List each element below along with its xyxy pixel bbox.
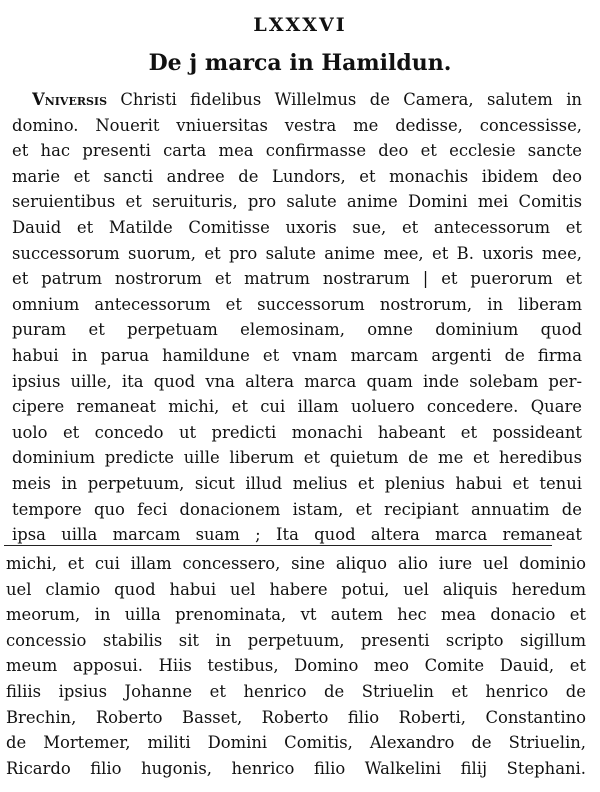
- charter-number: LXXXVI: [253, 14, 347, 36]
- text-line: ipsius uille, ita quod vna altera marca quam inde solebam per-: [12, 371, 582, 391]
- text-line: Dauid et Matilde Comitisse uxoris sue, et antecessorum et: [12, 218, 582, 237]
- text-line: [32, 90, 582, 110]
- page-divider-rule: [4, 545, 552, 546]
- text-line: marie et sancti andree de Lundors, et monachis ibidem deo: [12, 166, 582, 186]
- text-line: ipsa uilla marcam suam ; Ita quod altera marca remaneat: [12, 525, 582, 545]
- text-line: meorum, in uilla prenominata, vt autem hec mea donacio et: [6, 605, 586, 625]
- text-line: seruientibus et seruituris, pro salute anime Domini mei Comitis: [12, 192, 582, 212]
- text-line: tempore quo feci donacionem istam, et recipiant annuatim de: [12, 499, 582, 519]
- text-line: successorum suorum, et pro salute anime mee, et B. uxoris mee,: [12, 243, 582, 263]
- initial-word: Vniversis: [32, 90, 108, 109]
- text-line: meum apposui. Hiis testibus, Domino meo Comite Dauid, et: [6, 656, 586, 676]
- text-line: Ricardo filio hugonis, henrico filio Walkelini filij Stephani.: [6, 758, 586, 778]
- text-line-rest: Christi fidelibus Willelmus de Camera, salutem in: [107, 90, 582, 109]
- text-line: de Mortemer, militi Domini Comitis, Alexandro de Striuelin,: [6, 733, 586, 753]
- charter-title: De j marca in Hamildun.: [148, 50, 452, 76]
- text-line: concessio stabilis sit in perpetuum, presenti scripto sigillum: [6, 630, 586, 650]
- text-line: domino. Nouerit vniuersitas vestra me dedisse, concessisse,: [12, 115, 582, 135]
- text-line: dominium predicte uille liberum et quietum de me et heredibus: [12, 448, 582, 468]
- text-line: et patrum nostrorum et matrum nostrarum | et puerorum et: [12, 269, 582, 289]
- text-line: meis in perpetuum, sicut illud melius et plenius habui et tenui: [12, 474, 582, 493]
- text-line: uolo et concedo ut predicti monachi habeant et possideant: [12, 422, 582, 442]
- text-line: michi, et cui illam concessero, sine aliquo alio iure uel dominio: [6, 554, 586, 573]
- text-line: filiis ipsius Johanne et henrico de Striuelin et henrico de: [6, 682, 586, 701]
- text-line: omnium antecessorum et successorum nostrorum, in liberam: [12, 294, 582, 314]
- text-line: puram et perpetuam elemosinam, omne dominium quod: [12, 320, 582, 340]
- text-line: Brechin, Roberto Basset, Roberto filio Roberti, Constantino: [6, 707, 586, 727]
- text-line: uel clamio quod habui uel habere potui, uel aliquis heredum: [6, 579, 586, 599]
- text-line: et hac presenti carta mea confirmasse deo et ecclesie sancte: [12, 141, 582, 161]
- text-line: cipere remaneat michi, et cui illam uoluero concedere. Quare: [12, 397, 582, 417]
- text-line: habui in parua hamildune et vnam marcam argenti de firma: [12, 346, 582, 365]
